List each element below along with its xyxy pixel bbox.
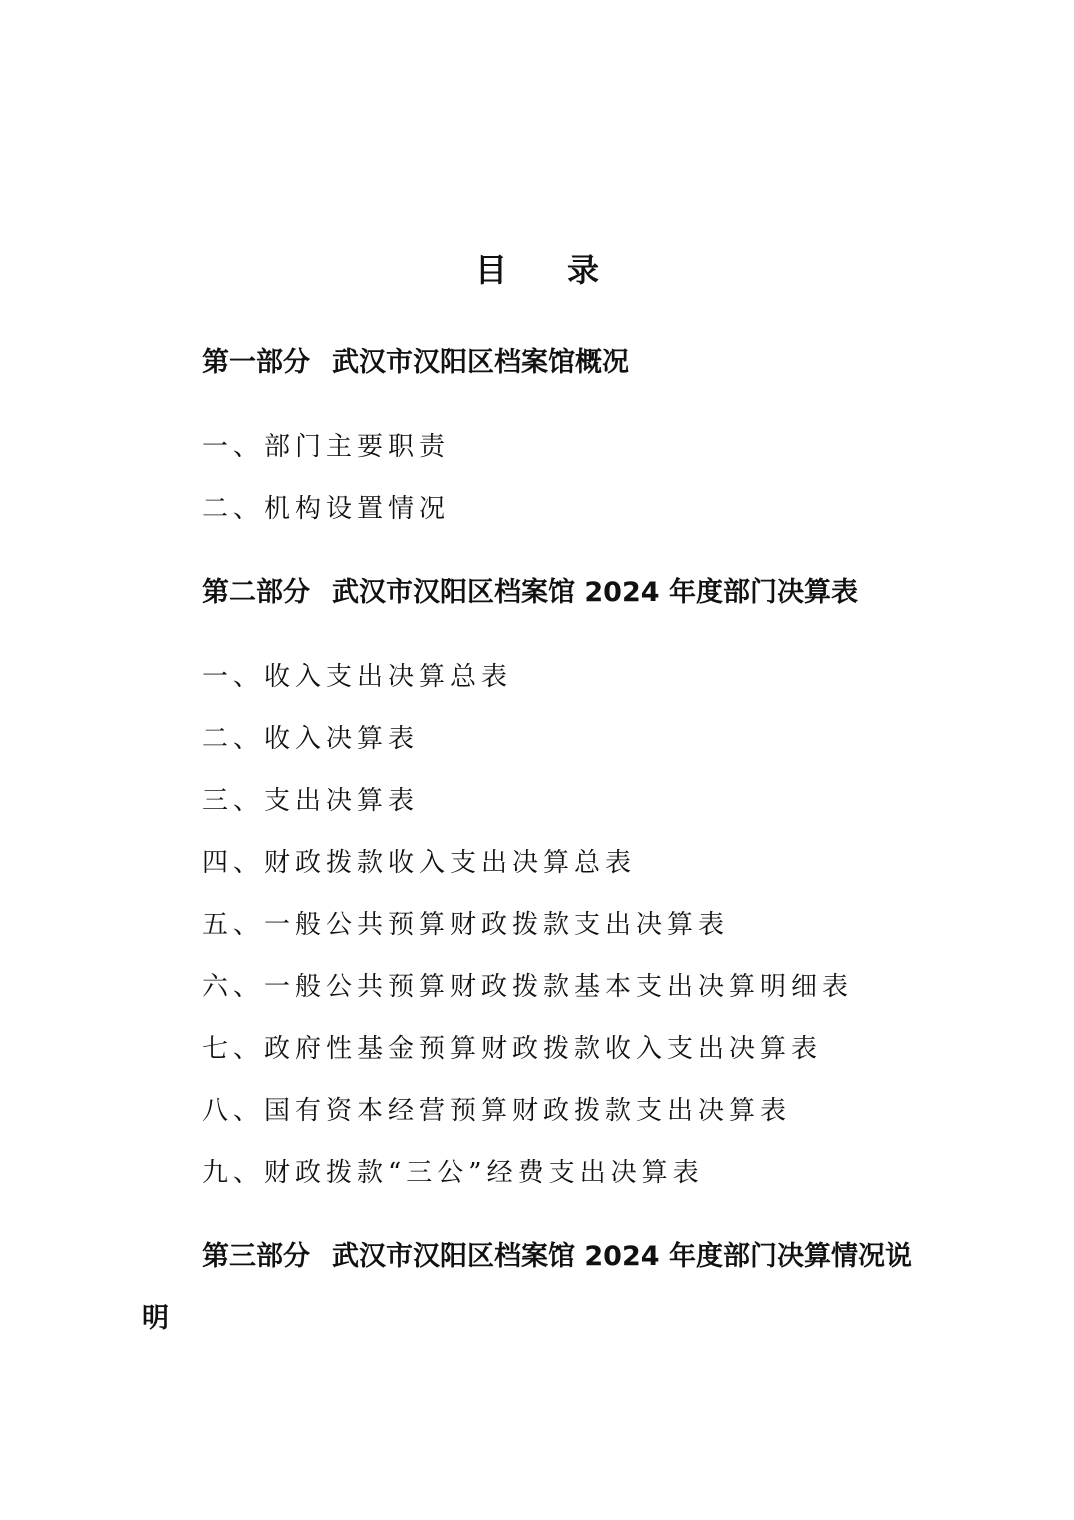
part-2-item-4: 四、财政拨款收入支出决算总表 bbox=[202, 848, 637, 878]
part-2-item-9: 九、财政拨款“三公”经费支出决算表 bbox=[202, 1158, 704, 1188]
part-1-label: 第一部分 bbox=[202, 347, 310, 378]
part-2-item-5: 五、一般公共预算财政拨款支出决算表 bbox=[202, 910, 730, 940]
toc-title: 目录 bbox=[474, 251, 659, 289]
part-2-item-7: 七、政府性基金预算财政拨款收入支出决算表 bbox=[202, 1034, 823, 1064]
part-heading-2 bbox=[202, 573, 858, 613]
part-1-item-1: 一、部门主要职责 bbox=[202, 432, 451, 462]
part-1-name: 武汉市汉阳区档案馆概况 bbox=[332, 347, 629, 378]
part-1-item-2: 二、机构设置情况 bbox=[202, 494, 451, 524]
part-heading-3 bbox=[202, 1237, 912, 1277]
part-3-label: 第三部分 bbox=[202, 1241, 310, 1272]
part-2-item-8: 八、国有资本经营预算财政拨款支出决算表 bbox=[202, 1096, 792, 1126]
part-2-item-1: 一、收入支出决算总表 bbox=[202, 662, 513, 692]
part-2-item-2: 二、收入决算表 bbox=[202, 724, 420, 754]
part-heading-1 bbox=[202, 343, 629, 383]
part-2-item-3: 三、支出决算表 bbox=[202, 786, 420, 816]
part-2-item-6: 六、一般公共预算财政拨款基本支出决算明细表 bbox=[202, 972, 854, 1002]
part-2-label: 第二部分 bbox=[202, 577, 310, 608]
part-3-name: 武汉市汉阳区档案馆 2024 年度部门决算情况说 bbox=[332, 1241, 912, 1272]
part-2-name: 武汉市汉阳区档案馆 2024 年度部门决算表 bbox=[332, 577, 858, 608]
part-3-name-continuation: 明 bbox=[142, 1303, 169, 1334]
